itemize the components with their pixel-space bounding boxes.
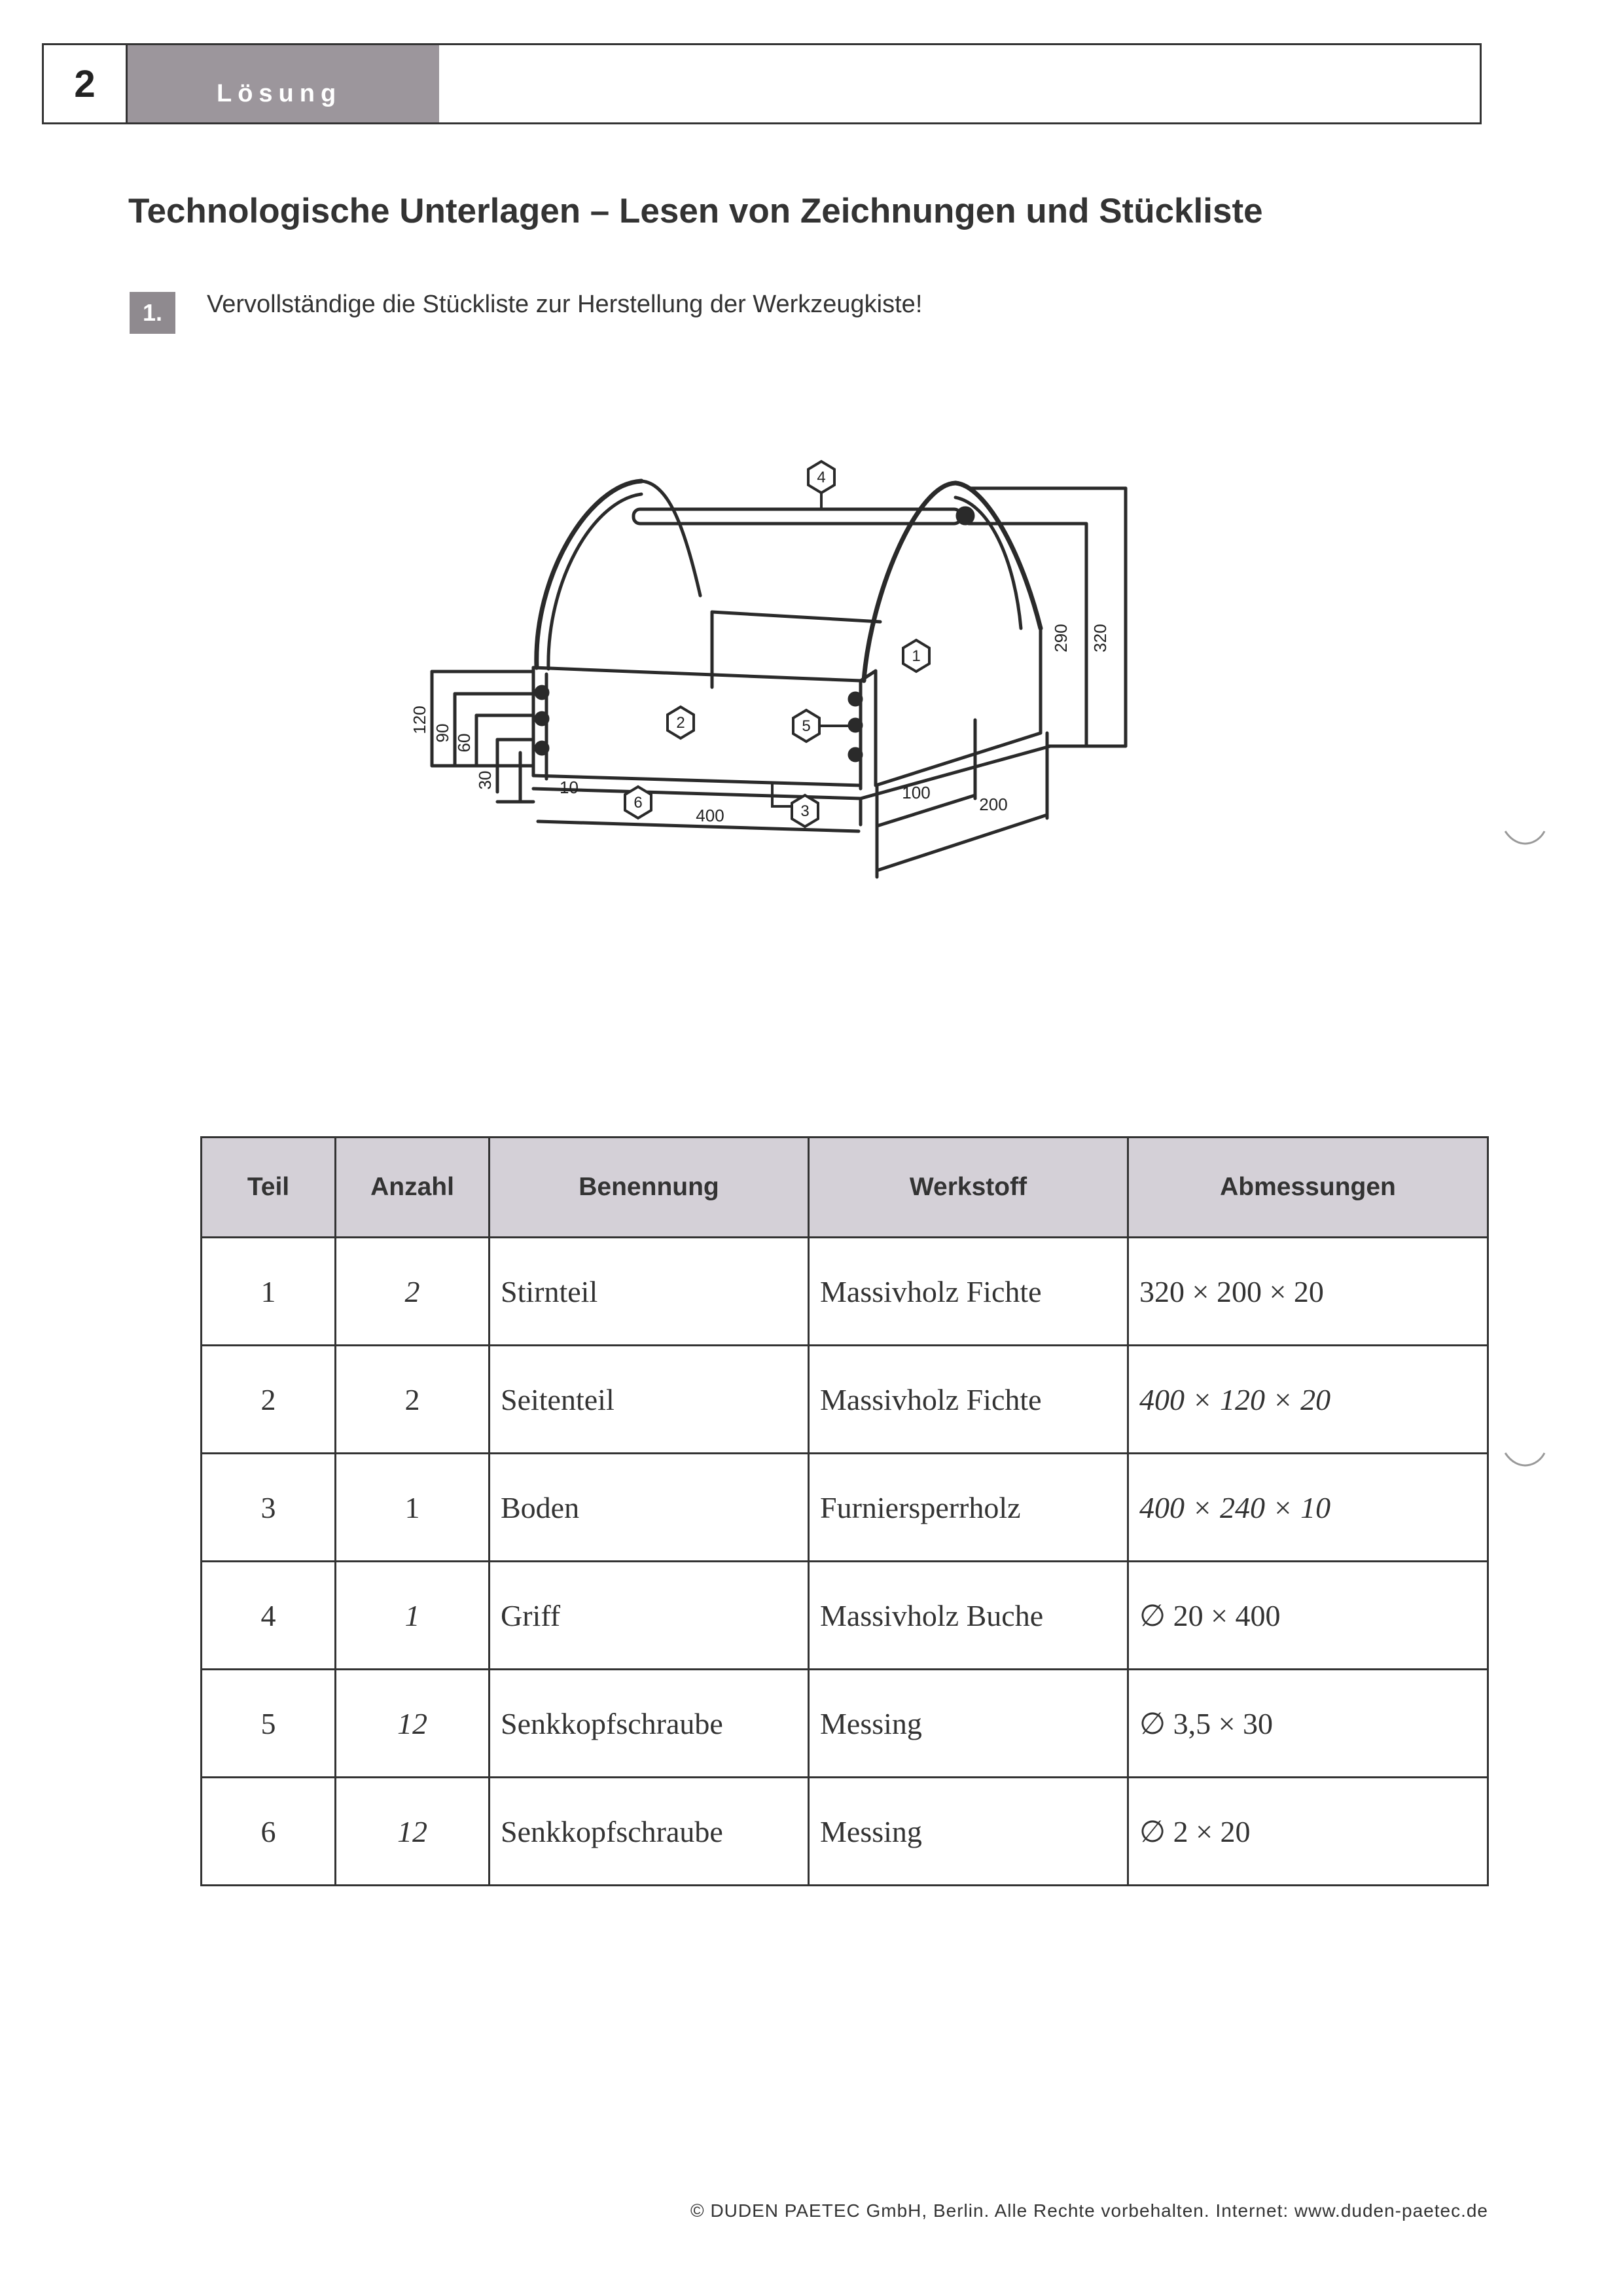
cell-benennung: Boden	[490, 1454, 809, 1562]
task-number-badge: 1.	[130, 292, 175, 334]
punch-hole-mark-upper	[1499, 805, 1551, 857]
dim-320: 320	[1090, 624, 1110, 653]
table-row	[202, 1670, 1488, 1778]
cell-werkstoff: Massivholz Fichte	[809, 1238, 1128, 1346]
cell-benennung: Stirnteil	[490, 1238, 809, 1346]
cell-abmessungen: ∅ 20 × 400	[1128, 1562, 1488, 1670]
table-row	[202, 1346, 1488, 1454]
table-row	[202, 1454, 1488, 1562]
cell-anzahl: 2	[336, 1238, 490, 1346]
svg-text:2: 2	[676, 714, 685, 732]
cell-teil: 5	[202, 1670, 336, 1778]
part-marker-4	[808, 461, 834, 511]
table-row	[202, 1778, 1488, 1886]
table-row	[202, 1238, 1488, 1346]
dim-200: 200	[979, 795, 1008, 814]
cell-abmessungen: 400 × 240 × 10	[1128, 1454, 1488, 1562]
cell-benennung: Senkkopfschraube	[490, 1670, 809, 1778]
toolbox-drawing	[393, 445, 1152, 890]
cell-teil: 1	[202, 1238, 336, 1346]
table-row	[202, 1562, 1488, 1670]
cell-anzahl: 12	[336, 1778, 490, 1886]
part-marker-2	[668, 707, 694, 738]
chapter-label: Lösung	[128, 45, 439, 122]
col-header-abmessungen: Abmessungen	[1128, 1138, 1488, 1238]
dim-30: 30	[475, 770, 495, 790]
cell-abmessungen: ∅ 3,5 × 30	[1128, 1670, 1488, 1778]
part-marker-5	[793, 710, 854, 742]
col-header-werkstoff: Werkstoff	[809, 1138, 1128, 1238]
col-header-anzahl: Anzahl	[336, 1138, 490, 1238]
cell-teil: 2	[202, 1346, 336, 1454]
part-marker-1	[903, 640, 929, 672]
dim-90: 90	[433, 723, 452, 743]
cell-werkstoff: Messing	[809, 1670, 1128, 1778]
cell-benennung: Seitenteil	[490, 1346, 809, 1454]
table-header-row	[202, 1138, 1488, 1238]
cell-benennung: Senkkopfschraube	[490, 1778, 809, 1886]
col-header-teil: Teil	[202, 1138, 336, 1238]
cell-benennung: Griff	[490, 1562, 809, 1670]
cell-abmessungen: ∅ 2 × 20	[1128, 1778, 1488, 1886]
cell-anzahl: 12	[336, 1670, 490, 1778]
cell-abmessungen: 320 × 200 × 20	[1128, 1238, 1488, 1346]
part-marker-3	[772, 782, 818, 827]
cell-werkstoff: Massivholz Buche	[809, 1562, 1128, 1670]
col-header-benennung: Benennung	[490, 1138, 809, 1238]
cell-teil: 6	[202, 1778, 336, 1886]
cell-werkstoff: Messing	[809, 1778, 1128, 1886]
cell-anzahl: 1	[336, 1454, 490, 1562]
copyright-footer: © DUDEN PAETEC GmbH, Berlin. Alle Rechte vorbehalten. Internet: www.duden-paetec.de	[690, 2200, 1488, 2221]
svg-text:1: 1	[912, 647, 921, 665]
dim-400: 400	[696, 806, 724, 825]
cell-anzahl: 1	[336, 1562, 490, 1670]
dim-60: 60	[454, 733, 474, 753]
part-marker-6	[625, 787, 651, 818]
svg-text:6: 6	[633, 794, 643, 812]
svg-text:5: 5	[802, 717, 811, 735]
chapter-number: 2	[44, 45, 128, 122]
parts-list-table	[200, 1136, 1489, 1886]
cell-abmessungen: 400 × 120 × 20	[1128, 1346, 1488, 1454]
cell-teil: 4	[202, 1562, 336, 1670]
dim-120: 120	[410, 706, 429, 734]
cell-anzahl: 2	[336, 1346, 490, 1454]
chapter-header	[42, 43, 1482, 124]
cell-werkstoff: Furniersperrholz	[809, 1454, 1128, 1562]
dim-10: 10	[560, 778, 579, 797]
dim-100: 100	[902, 783, 931, 802]
cell-teil: 3	[202, 1454, 336, 1562]
punch-hole-mark-lower	[1499, 1427, 1551, 1479]
dim-290: 290	[1051, 624, 1071, 653]
page-title: Technologische Unterlagen – Lesen von Zeichnungen und Stückliste	[128, 192, 1263, 230]
svg-text:4: 4	[817, 469, 826, 486]
cell-werkstoff: Massivholz Fichte	[809, 1346, 1128, 1454]
svg-text:3: 3	[800, 802, 810, 820]
task-instruction: Vervollständige die Stückliste zur Herstellung der Werkzeugkiste!	[207, 291, 923, 318]
